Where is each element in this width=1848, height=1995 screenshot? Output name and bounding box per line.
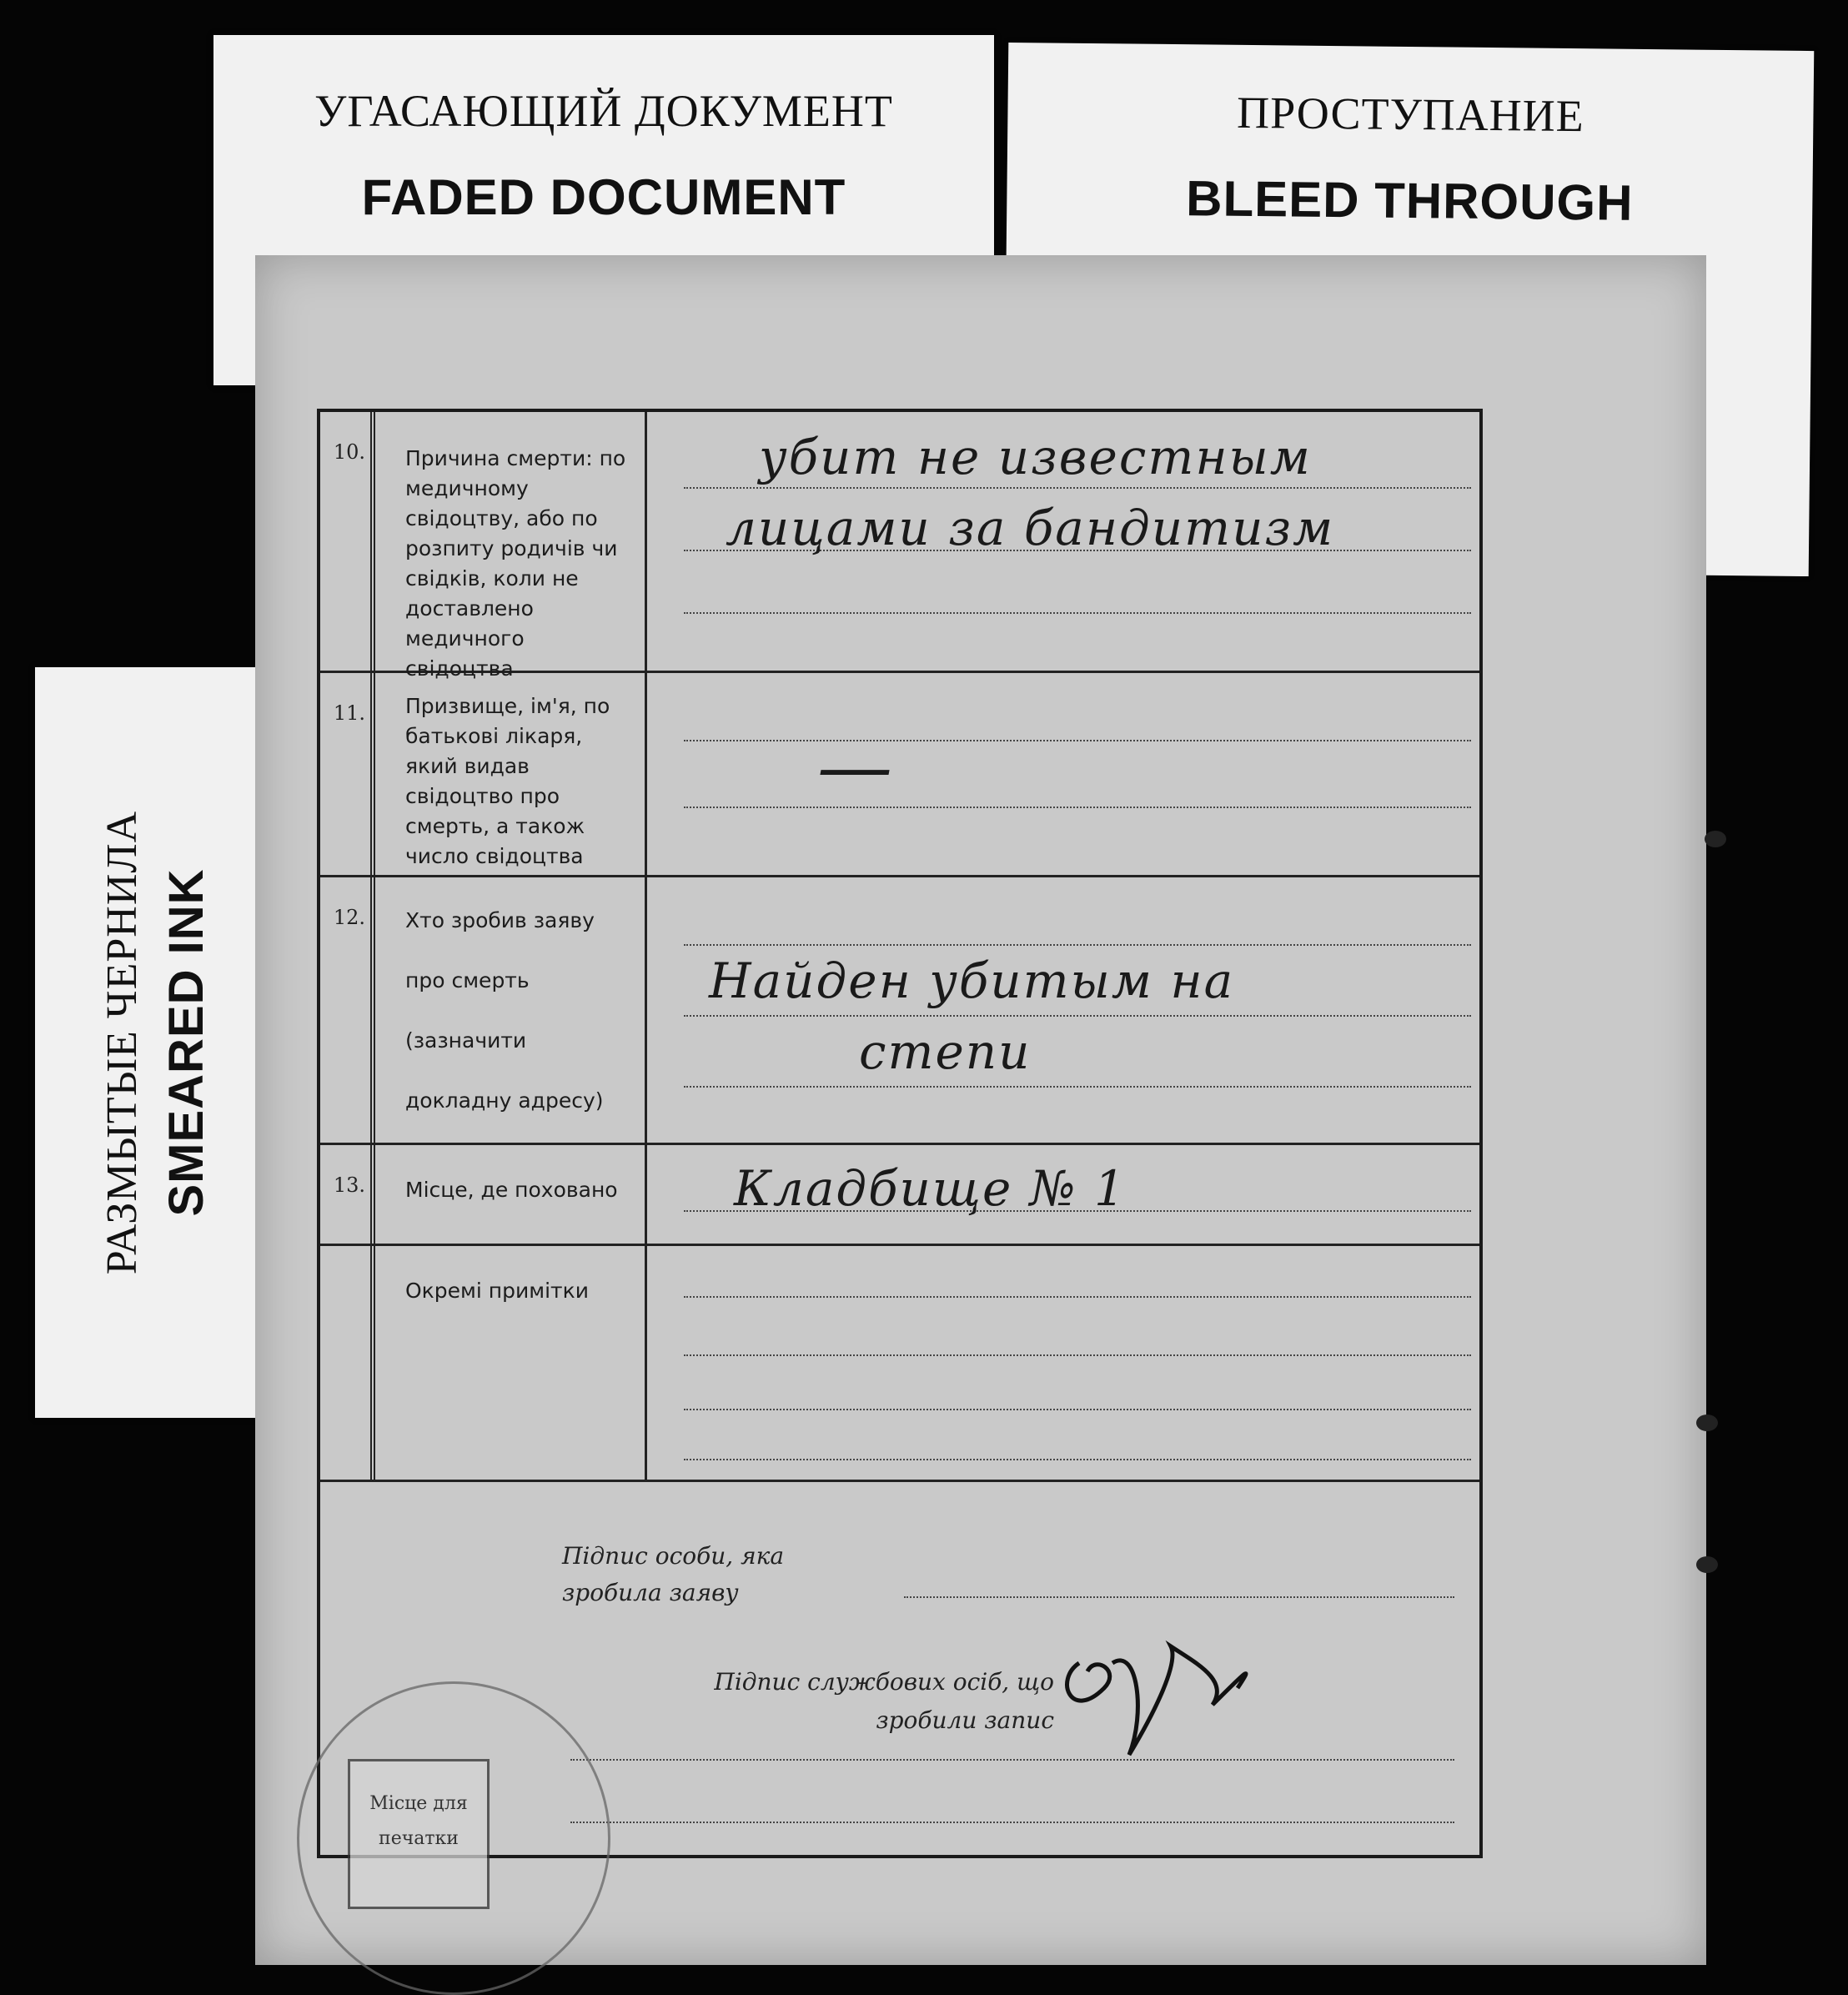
row-label: Окремі примітки [380, 1246, 647, 1480]
handwritten-text: Кладбище № 1 [734, 1160, 1127, 1217]
row-number: 13. [333, 1173, 365, 1197]
row-answer [650, 673, 1479, 875]
row-label: Призвище, ім'я, по батькові лікаря, який видав свідоцтво про смерть, а також число свідоцтва [380, 673, 647, 875]
punch-hole [1696, 1556, 1718, 1573]
smeared-label-ru: РАЗМЫТЫЕ ЧЕРНИЛА [98, 810, 146, 1275]
row-label: Хто зробив заяву про смерть (зазначити докладну адресу) [380, 877, 647, 1143]
row-number: 12. [333, 906, 365, 929]
form-row-notes [320, 1246, 1479, 1482]
row-number: 11. [333, 701, 365, 725]
form-row-12 [320, 877, 1479, 1145]
row-answer [650, 412, 1479, 671]
bleed-label-en: BLEED THROUGH [1185, 170, 1634, 231]
punch-hole [1696, 1415, 1718, 1431]
row-answer [650, 1145, 1479, 1244]
document-page [255, 255, 1706, 1965]
handwritten-text: Найден убитым на [709, 952, 1235, 1009]
row-label: Причина смерти: по медичному свідоцтву, або по розпиту родичів чи свідків, коли не доставлено медичного свідоцтва [380, 412, 647, 671]
form-row-13 [320, 1145, 1479, 1246]
smeared-label-en: SMEARED INK [159, 868, 213, 1217]
bleed-label-ru: ПРОСТУПАНИЕ [1236, 87, 1585, 142]
stamp-box: Місце для печатки [348, 1759, 490, 1909]
official-signature [1046, 1613, 1263, 1780]
handwritten-text: лицами за бандитизм [726, 500, 1335, 556]
death-record-form [317, 409, 1483, 1858]
form-row-10 [320, 412, 1479, 681]
handwritten-text: степи [859, 1023, 1032, 1080]
signature-label-officials: Підпис службових осіб, що зробили запис [714, 1668, 1054, 1734]
official-seal [297, 1681, 610, 1995]
form-row-11 [320, 673, 1479, 877]
handwritten-text: — [817, 723, 894, 811]
faded-label-en: FADED DOCUMENT [361, 169, 846, 225]
signature-label-applicant: Підпис особи, яка зробила заяву [562, 1542, 785, 1606]
row-label: Місце, де поховано [380, 1145, 647, 1244]
punch-hole [1705, 831, 1726, 847]
row-number: 10. [333, 440, 365, 464]
row-answer [650, 877, 1479, 1143]
smeared-ink-label [35, 667, 277, 1418]
row-answer [650, 1246, 1479, 1480]
faded-label-ru: УГАСАЮЩИЙ ДОКУМЕНТ [314, 86, 893, 136]
handwritten-text: убит не известным [759, 429, 1312, 485]
